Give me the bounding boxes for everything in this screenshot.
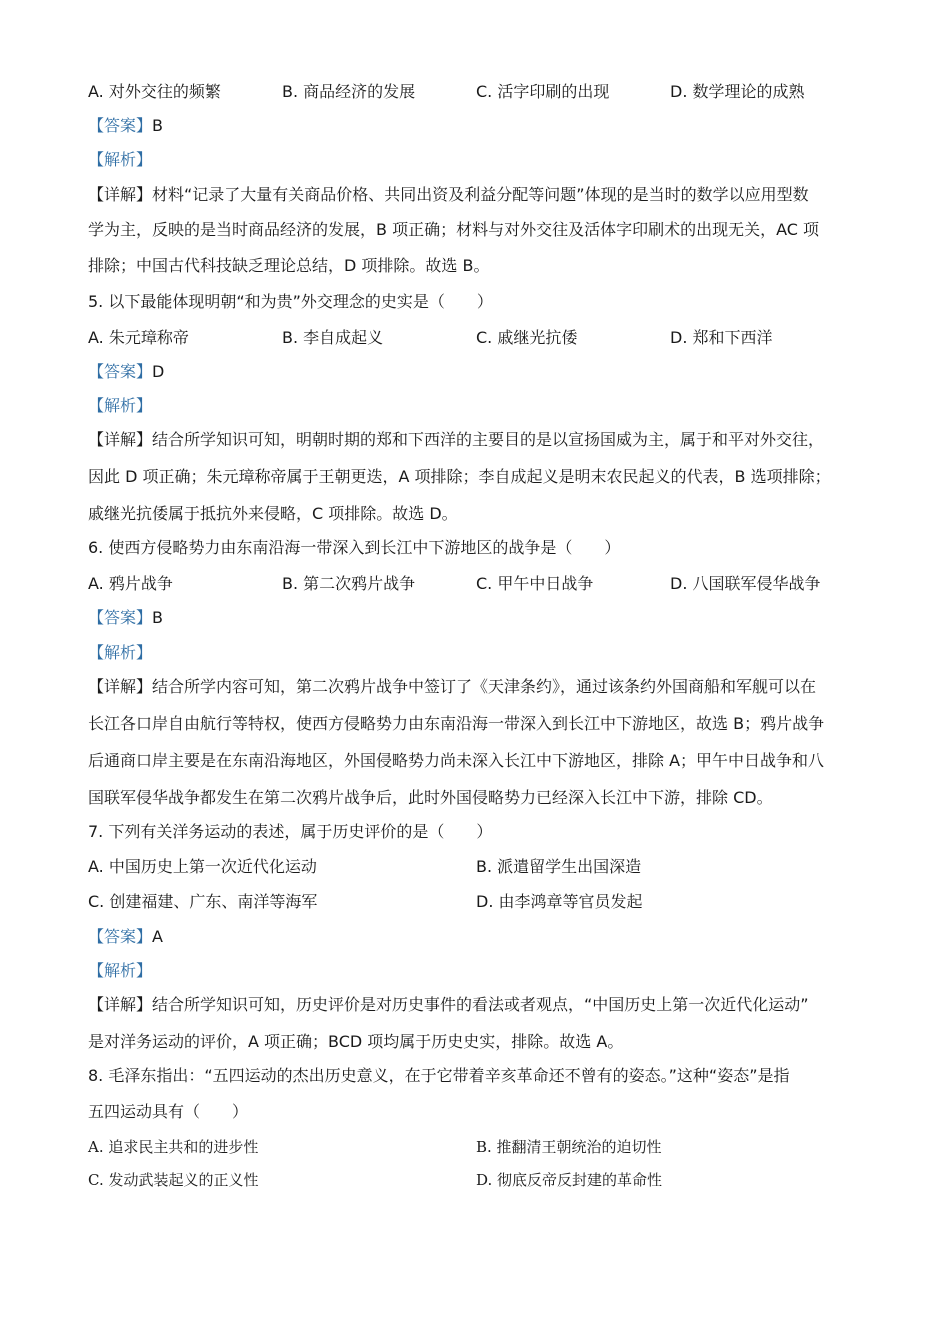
q5-option-d: D. 郑和下西洋 xyxy=(670,328,773,347)
q5-detail-line-1 xyxy=(88,430,868,450)
q6-detail-line-2: 长江各口岸自由航行等特权，使西方侵略势力由东南沿海一带深入到长江中下游地区，故选 B；鸦片战争 xyxy=(88,714,825,733)
q4-detail-line-2: 学为主，反映的是当时商品经济的发展，B 项正确；材料与对外交往及活体字印刷术的出现无关，AC 项 xyxy=(88,220,819,239)
q8-option-b: B. 推翻清王朝统治的迫切性 xyxy=(476,1138,662,1156)
q8-stem-line-1: 8. 毛泽东指出：“五四运动的杰出历史意义，在于它带着辛亥革命还不曾有的姿态。”这种“姿态”是指 xyxy=(88,1066,790,1085)
answer-tag: 【答案】 xyxy=(88,608,153,627)
detail-tag: 【详解】 xyxy=(88,995,153,1014)
q5-stem: 5. 以下最能体现明朝“和为贵”外交理念的史实是（ ） xyxy=(88,292,493,311)
q4-answer-line xyxy=(88,116,868,136)
q8-option-d: D. 彻底反帝反封建的革命性 xyxy=(476,1171,663,1189)
answer-tag: 【答案】 xyxy=(88,362,153,381)
q5-detail-line-3: 戚继光抗倭属于抵抗外来侵略，C 项排除。故选 D。 xyxy=(88,504,458,523)
q6-answer: B xyxy=(152,608,163,627)
q4-detail-text-1: 材料“记录了大量有关商品价格、共同出资及利益分配等问题”体现的是当时的数学以应用型数 xyxy=(152,185,809,204)
q4-option-c: C. 活字印刷的出现 xyxy=(476,82,610,101)
q6-option-b: B. 第二次鸦片战争 xyxy=(282,574,416,593)
q6-detail-line-1 xyxy=(88,677,868,697)
q7-stem: 7. 下列有关洋务运动的表述，属于历史评价的是（ ） xyxy=(88,822,493,841)
detail-tag: 【详解】 xyxy=(88,185,153,204)
detail-tag: 【详解】 xyxy=(88,430,153,449)
q7-detail-line-1 xyxy=(88,995,868,1015)
q5-option-c: C. 戚继光抗倭 xyxy=(476,328,578,347)
q7-detail-text-1: 结合所学知识可知，历史评价是对历史事件的看法或者观点，“中国历史上第一次近代化运动” xyxy=(152,995,809,1014)
q4-analysis-tag: 【解析】 xyxy=(88,150,153,169)
q7-option-d: D. 由李鸿章等官员发起 xyxy=(476,892,643,911)
q5-detail-text-1: 结合所学知识可知，明朝时期的郑和下西洋的主要目的是以宣扬国威为主，属于和平对外交往， xyxy=(152,430,825,449)
q4-option-d: D. 数学理论的成熟 xyxy=(670,82,805,101)
q5-detail-line-2: 因此 D 项正确；朱元璋称帝属于王朝更迭，A 项排除；李自成起义是明末农民起义的代表，B 选项排除； xyxy=(88,467,831,486)
q6-option-c: C. 甲午中日战争 xyxy=(476,574,594,593)
q7-option-c: C. 创建福建、广东、南洋等海军 xyxy=(88,892,318,911)
q7-detail-line-2: 是对洋务运动的评价，A 项正确；BCD 项均属于历史史实，排除。故选 A。 xyxy=(88,1032,624,1051)
answer-tag: 【答案】 xyxy=(88,927,153,946)
q8-option-a: A. 追求民主共和的进步性 xyxy=(88,1138,259,1156)
q4-detail-line-3: 排除；中国古代科技缺乏理论总结，D 项排除。故选 B。 xyxy=(88,256,490,275)
q6-option-a: A. 鸦片战争 xyxy=(88,574,173,593)
q6-detail-line-3: 后通商口岸主要是在东南沿海地区，外国侵略势力尚未深入长江中下游地区，排除 A；甲午中日战争和八 xyxy=(88,751,825,770)
q7-answer: A xyxy=(152,927,163,946)
q5-option-b: B. 李自成起义 xyxy=(282,328,384,347)
q7-option-b: B. 派遣留学生出国深造 xyxy=(476,857,642,876)
q4-option-b: B. 商品经济的发展 xyxy=(282,82,416,101)
q5-analysis-tag: 【解析】 xyxy=(88,396,153,415)
q6-answer-line xyxy=(88,608,868,628)
detail-tag: 【详解】 xyxy=(88,677,153,696)
q5-answer: D xyxy=(152,362,165,381)
q7-analysis-tag: 【解析】 xyxy=(88,961,153,980)
q6-stem: 6. 使西方侵略势力由东南沿海一带深入到长江中下游地区的战争是（ ） xyxy=(88,538,621,557)
q7-option-a: A. 中国历史上第一次近代化运动 xyxy=(88,857,317,876)
q5-answer-line xyxy=(88,362,868,382)
q6-analysis-tag: 【解析】 xyxy=(88,643,153,662)
q4-option-a: A. 对外交往的频繁 xyxy=(88,82,221,101)
answer-tag: 【答案】 xyxy=(88,116,153,135)
q4-detail-line-1 xyxy=(88,185,868,205)
q6-detail-line-4: 国联军侵华战争都发生在第二次鸦片战争后，此时外国侵略势力已经深入长江中下游，排除 CD。 xyxy=(88,788,773,807)
q5-option-a: A. 朱元璋称帝 xyxy=(88,328,189,347)
q7-answer-line xyxy=(88,927,868,947)
q6-option-d: D. 八国联军侵华战争 xyxy=(670,574,821,593)
q4-answer: B xyxy=(152,116,163,135)
q6-detail-text-1: 结合所学内容可知，第二次鸦片战争中签订了《天津条约》，通过该条约外国商船和军舰可以在 xyxy=(152,677,817,696)
q8-stem-line-2: 五四运动具有（ ） xyxy=(88,1102,249,1121)
q8-option-c: C. 发动武装起义的正义性 xyxy=(88,1171,259,1189)
